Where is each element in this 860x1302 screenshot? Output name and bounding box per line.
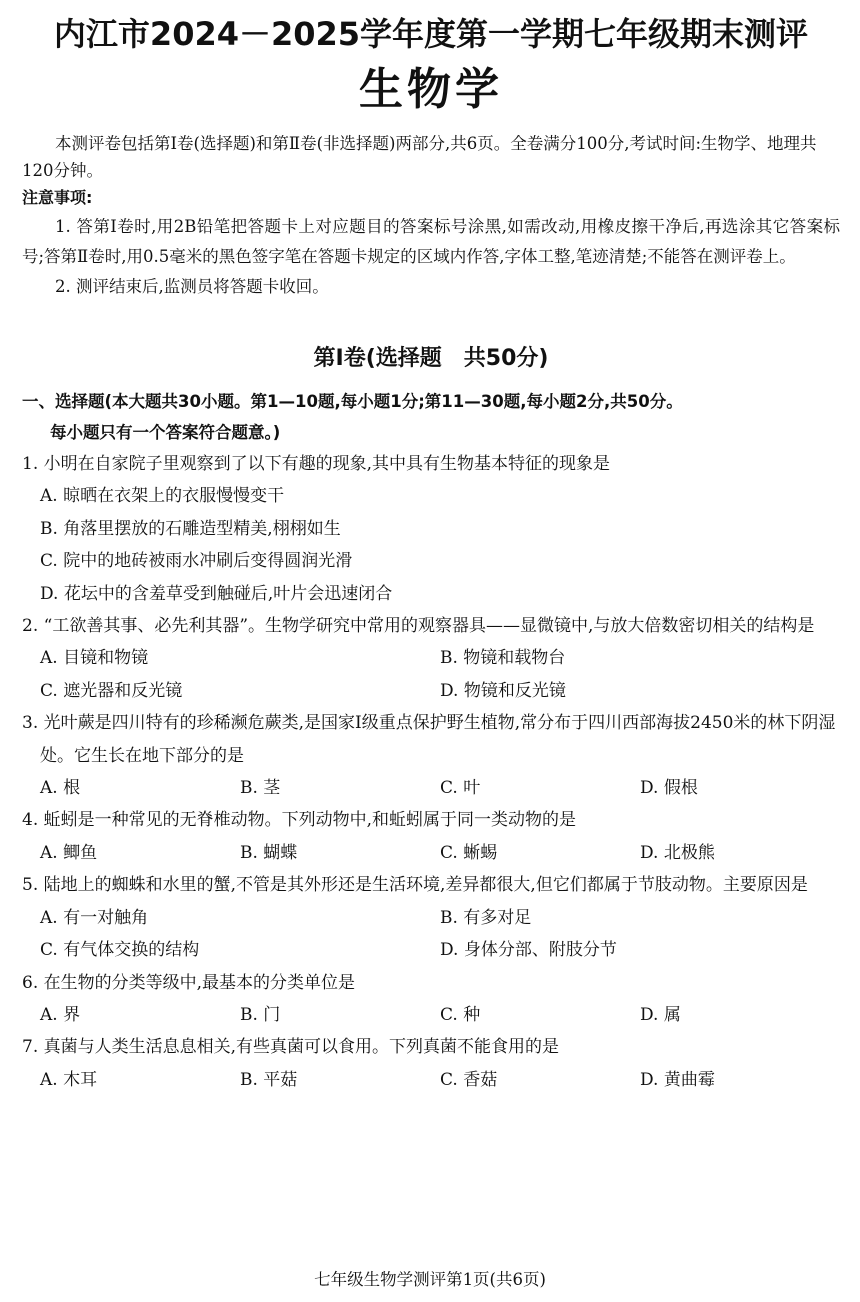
option-list [22, 902, 840, 967]
option-b: B. 门 [240, 1004, 281, 1025]
option-c: C. 种 [440, 1004, 481, 1025]
question-3 [22, 707, 840, 804]
option-list [22, 642, 840, 707]
option-d: D. 花坛中的含羞草受到触碰后,叶片会迅速闭合 [40, 583, 393, 604]
question-stem: 5. 陆地上的蜘蛛和水里的蟹,不管是其外形还是生活环境,差异都很大,但它们都属于节肢动物。主要原因是 [22, 875, 808, 896]
option-list [22, 1064, 840, 1096]
option-b: B. 有多对足 [440, 907, 532, 928]
option-b: B. 茎 [240, 778, 281, 799]
option-a: A. 鲫鱼 [40, 842, 98, 863]
option-list [22, 480, 840, 610]
question-7 [22, 1031, 840, 1096]
question-2 [22, 610, 840, 707]
notice-item-1: 1. 答第Ⅰ卷时,用2B铅笔把答题卡上对应题目的答案标号涂黑,如需改动,用橡皮擦干净后,再选涂其它答案标号;答第Ⅱ卷时,用0.5毫米的黑色签字笔在答题卡规定的区域内作答,字体工整,笔迹清楚;不能答在测评卷上。 [22, 217, 840, 266]
part-heading [22, 386, 840, 448]
question-1 [22, 448, 840, 610]
question-stem: 2. “工欲善其事、必先利其器”。生物学研究中常用的观察器具——显微镜中,与放大倍数密切相关的结构是 [22, 616, 815, 637]
part-heading-line-2: 每小题只有一个答案符合题意。) [50, 423, 281, 442]
option-b: B. 物镜和载物台 [440, 648, 566, 669]
exam-title: 内江市2024－2025学年度第一学期七年级期末测评 [53, 15, 809, 53]
option-list [22, 837, 840, 869]
option-b: B. 蝴蝶 [240, 842, 298, 863]
question-stem: 4. 蚯蚓是一种常见的无脊椎动物。下列动物中,和蚯蚓属于同一类动物的是 [22, 810, 577, 831]
option-c: C. 有气体交换的结构 [40, 940, 200, 961]
intro-paragraph: 本测评卷包括第Ⅰ卷(选择题)和第Ⅱ卷(非选择题)两部分,共6页。全卷满分100分,考试时间:生物学、地理共120分钟。 [22, 134, 817, 180]
option-d: D. 属 [640, 1004, 681, 1025]
question-5 [22, 869, 840, 966]
option-a: A. 界 [40, 1004, 81, 1025]
option-a: A. 目镜和物镜 [40, 648, 149, 669]
subject-title: 生物学 [359, 64, 503, 115]
option-b: B. 角落里摆放的石雕造型精美,栩栩如生 [40, 518, 341, 539]
question-stem: 1. 小明在自家院子里观察到了以下有趣的现象,其中具有生物基本特征的现象是 [22, 454, 611, 474]
option-list [22, 999, 840, 1031]
option-d: D. 黄曲霉 [640, 1069, 715, 1090]
notice-heading: 注意事项: [22, 188, 93, 207]
option-c: C. 蜥蜴 [440, 842, 498, 863]
option-a: A. 根 [40, 778, 81, 799]
question-stem: 3. 光叶蕨是四川特有的珍稀濒危蕨类,是国家Ⅰ级重点保护野生植物,常分布于四川西部海拔2450米的林下阴湿处。它生长在地下部分的是 [22, 713, 836, 766]
section-title: 第Ⅰ卷(选择题 共50分) [313, 346, 549, 371]
notice-item-2: 2. 测评结束后,监测员将答题卡收回。 [55, 277, 329, 296]
question-6 [22, 967, 840, 1032]
option-d: D. 北极熊 [640, 842, 715, 863]
option-c: C. 香菇 [440, 1069, 498, 1090]
option-list [22, 772, 840, 804]
option-c: C. 遮光器和反光镜 [40, 680, 183, 701]
option-d: D. 物镜和反光镜 [440, 680, 566, 701]
option-c: C. 院中的地砖被雨水冲刷后变得圆润光滑 [40, 551, 353, 572]
question-stem: 7. 真菌与人类生活息息相关,有些真菌可以食用。下列真菌不能食用的是 [22, 1037, 560, 1058]
page-footer: 七年级生物学测评第1页(共6页) [314, 1270, 546, 1289]
option-a: A. 木耳 [40, 1069, 98, 1090]
part-heading-line-1: 一、选择题(本大题共30小题。第1—10题,每小题1分;第11—30题,每小题2分,共50分。 [22, 392, 683, 411]
option-a: A. 晾晒在衣架上的衣服慢慢变干 [40, 486, 285, 507]
question-4 [22, 804, 840, 869]
option-b: B. 平菇 [240, 1069, 298, 1090]
option-d: D. 身体分部、附肢分节 [440, 940, 617, 961]
option-a: A. 有一对触角 [40, 907, 149, 928]
option-c: C. 叶 [440, 778, 481, 799]
option-d: D. 假根 [640, 778, 698, 799]
question-stem: 6. 在生物的分类等级中,最基本的分类单位是 [22, 972, 356, 993]
